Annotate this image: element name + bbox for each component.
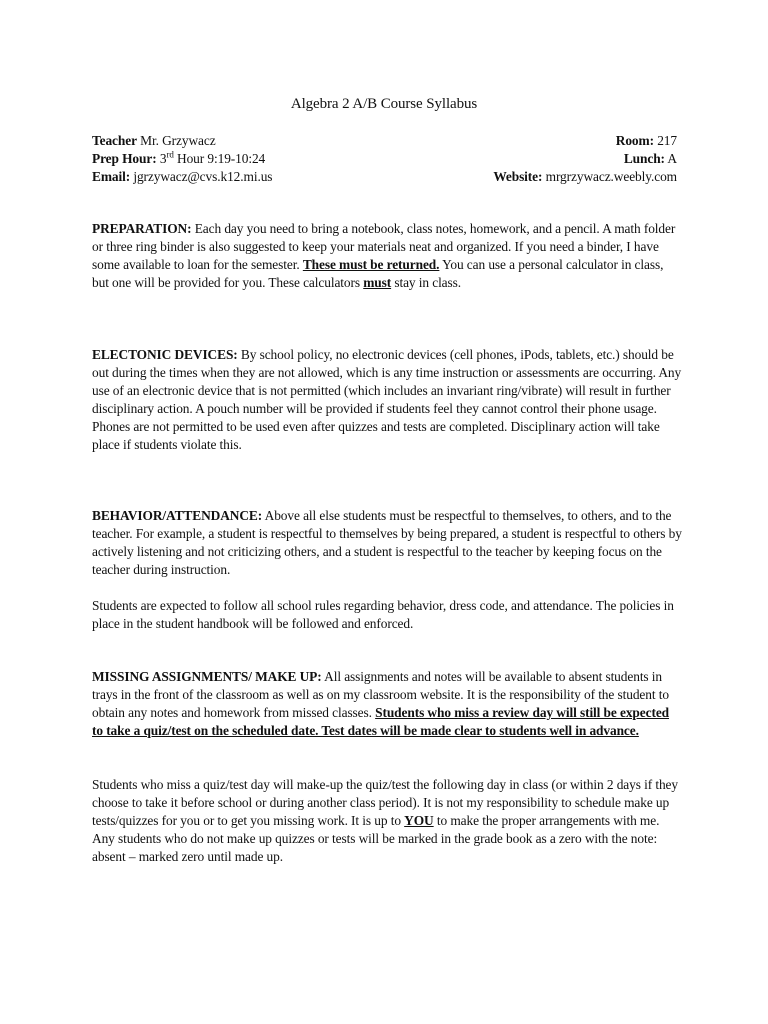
- prep-info: [92, 150, 265, 168]
- prep-label: Prep Hour:: [92, 151, 157, 166]
- prep-ordinal: 3: [159, 151, 167, 166]
- lunch-value: A: [664, 151, 677, 166]
- preparation-emphasis-must: must: [363, 275, 392, 290]
- prep-ordinal-suffix: rd: [166, 149, 174, 160]
- behavior-attendance-section: [92, 507, 682, 633]
- course-info-header: [92, 132, 677, 186]
- preparation-text-1: Each day you need to bring a notebook, class notes, homework, and a pencil. A math folder or three ring binder is also suggested to keep your materials neat and organized. If you need a binder, I have some available to loan for the semester.: [92, 221, 676, 272]
- behavior-text: Above all else students must be respectful to themselves, to others, and to the teacher. For example, a student is respectful to themselves by being prepared, a student is respectful to others by actively listening and not criticizing others, and a student is respectful to the teacher by keeping focus on the teacher during instruction.: [92, 508, 682, 577]
- preparation-section: [92, 220, 682, 292]
- missing-text: All assignments and notes will be available to absent students in trays in the front of the classroom as well as on my classroom website. It is the responsibility of the student to obtain any notes and homework from missed classes.: [92, 669, 669, 720]
- email-value[interactable]: jgrzywacz@cvs.k12.mi.us: [130, 169, 273, 184]
- electronic-text: By school policy, no electronic devices (cell phones, iPods, tablets, etc.) should be out during the times when they are not allowed, which is any time instruction or assessments are occurring. Any use of an electronic device that is not permitted (which includes an invariant ring/vibrate) will result in further disciplinary action. A pouch number will be provided if students feel they cannot control their phone usage. Phones are not permitted to be used even after quizzes and tests are completed. Disciplinary action will take place if students violate this.: [92, 347, 682, 452]
- website-value[interactable]: mrgrzywacz.weebly.com: [542, 169, 677, 184]
- missing-p2-text-2: to make the proper arrangements with me. Any students who do not make up quizzes or tests will be marked in the grade book as a zero with the note: absent – marked zero until made up.: [92, 813, 660, 864]
- electronic-label: ELECTONIC DEVICES:: [92, 347, 238, 362]
- missing-p2-text-1: Students who miss a quiz/test day will make-up the quiz/test the following day in class (or within 2 days if they choose to take it before school or during another class period). It is not my responsibility to schedule make up tests/quizzes for you or to get you missing work. It is up to: [92, 777, 678, 828]
- room-info: [616, 132, 677, 150]
- header-row-teacher: [92, 132, 677, 150]
- preparation-text-3: stay in class.: [391, 275, 461, 290]
- missing-p2-emphasis-you: YOU: [404, 813, 434, 828]
- electronic-paragraph: [92, 346, 682, 454]
- behavior-label: BEHAVIOR/ATTENDANCE:: [92, 508, 263, 523]
- teacher-info: [92, 132, 216, 150]
- teacher-label: Teacher: [92, 133, 137, 148]
- missing-assignments-section: [92, 668, 682, 866]
- behavior-paragraph-2: Students are expected to follow all school rules regarding behavior, dress code, and attendance. The policies in place in the student handbook will be followed and enforced.: [92, 598, 674, 631]
- website-label: Website:: [493, 169, 543, 184]
- page-title: Algebra 2 A/B Course Syllabus: [290, 96, 478, 112]
- missing-label: MISSING ASSIGNMENTS/ MAKE UP:: [92, 669, 322, 684]
- room-label: Room:: [615, 133, 654, 148]
- lunch-label: Lunch:: [623, 151, 665, 166]
- room-value: 217: [653, 133, 677, 148]
- preparation-emphasis-returned: These must be returned.: [302, 257, 440, 272]
- prep-time: Hour 9:19-10:24: [173, 151, 266, 166]
- header-row-email: [92, 168, 677, 186]
- electronic-devices-section: [92, 346, 682, 454]
- preparation-text-2: You can use a personal calculator in class, but one will be provided for you. These calculators: [92, 257, 664, 290]
- email-info: [92, 168, 272, 186]
- lunch-info: [624, 150, 677, 168]
- header-row-prep: [92, 150, 677, 168]
- missing-emphasis: Students who miss a review day will still be expected to take a quiz/test on the scheduled date. Test dates will be made clear to students well in advance.: [92, 705, 670, 738]
- preparation-paragraph: [92, 220, 682, 292]
- missing-paragraph-2: [92, 776, 682, 866]
- teacher-value: Mr. Grzywacz: [136, 133, 216, 148]
- behavior-paragraph-1: [92, 507, 682, 579]
- email-label: Email:: [92, 169, 131, 184]
- missing-paragraph-1: [92, 668, 682, 740]
- website-info: [493, 168, 677, 186]
- preparation-label: PREPARATION:: [92, 221, 192, 236]
